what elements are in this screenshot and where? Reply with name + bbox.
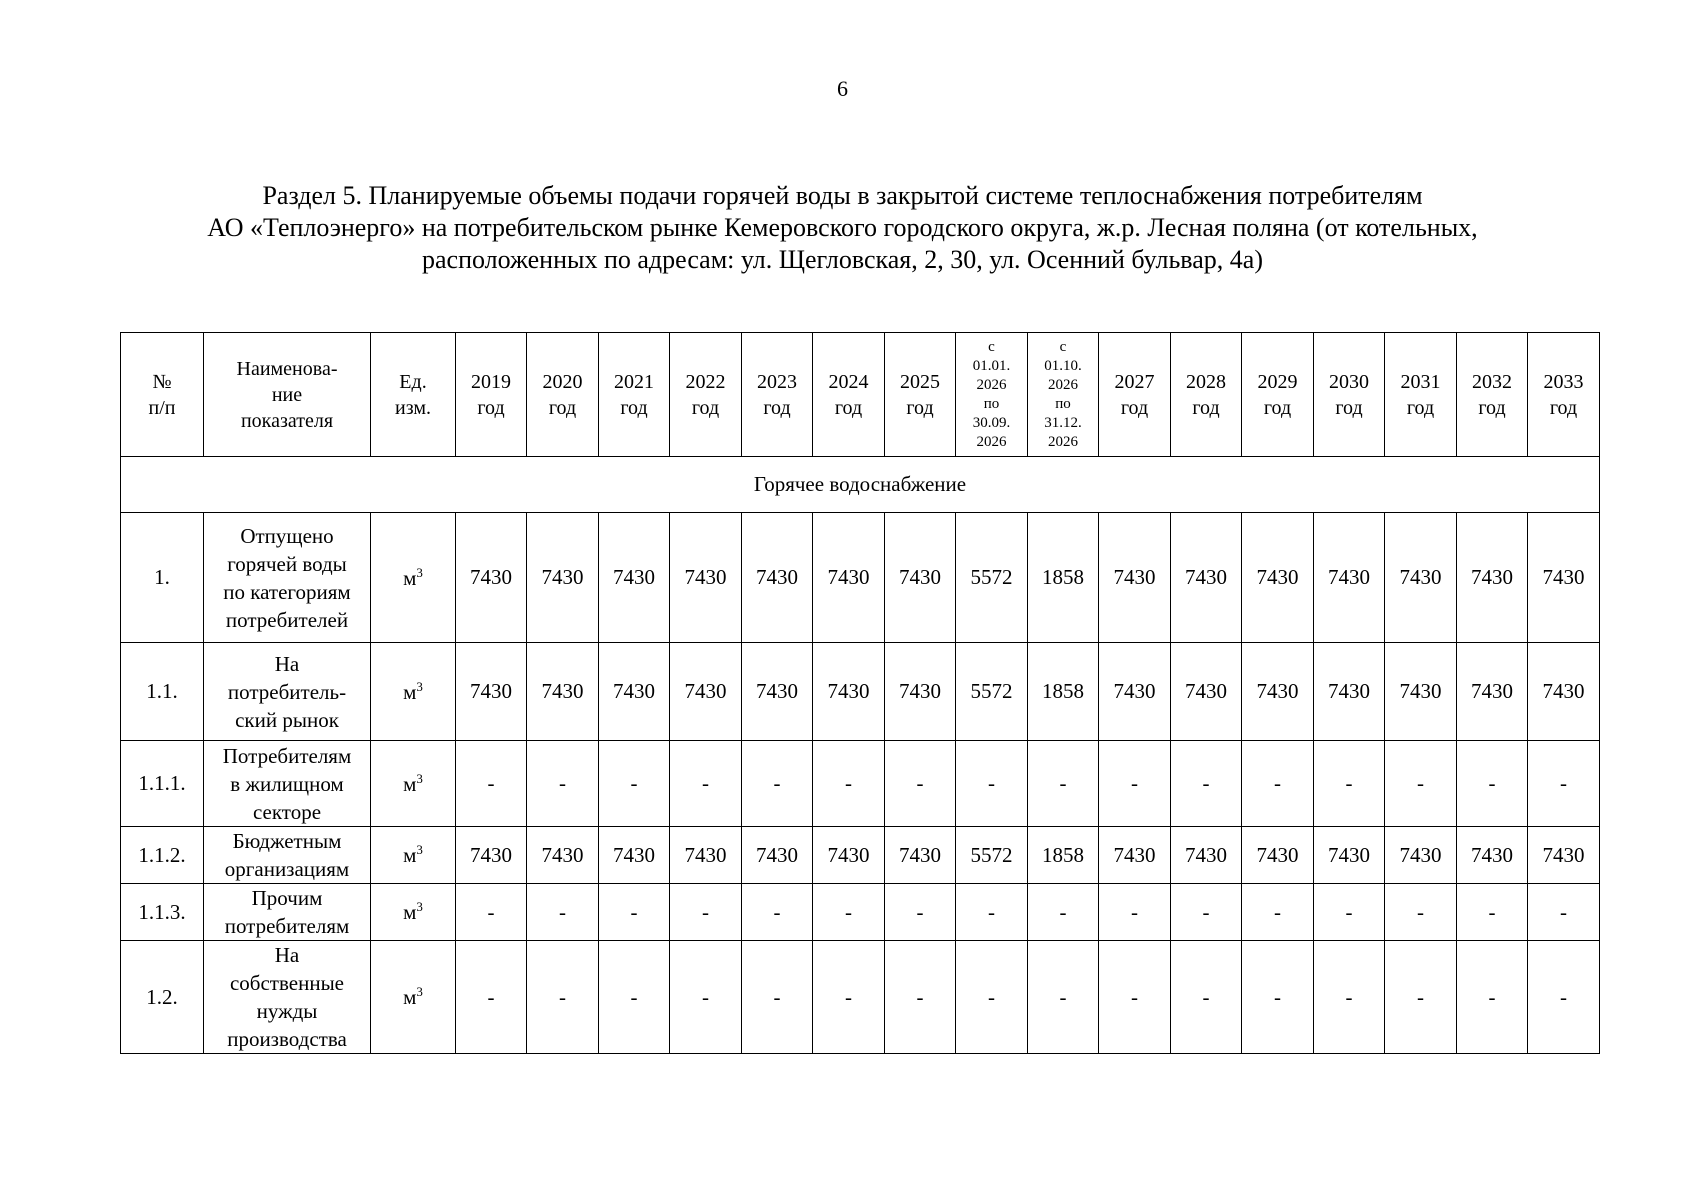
value-cell: - — [742, 941, 813, 1054]
value-cell: - — [885, 884, 956, 941]
value-cell: 5572 — [956, 827, 1028, 884]
title-line-3: расположенных по адресам: ул. Щегловская, 2, 30, ул. Осенний бульвар, 4а) — [422, 245, 1263, 274]
table-row — [121, 741, 1600, 827]
value-cell: - — [956, 741, 1028, 827]
value-cell: 7430 — [1242, 513, 1314, 643]
table-row — [121, 827, 1600, 884]
value-cell: - — [670, 884, 742, 941]
value-cell: 7430 — [527, 643, 599, 741]
value-cell: 7430 — [456, 643, 527, 741]
value-cell: - — [1242, 884, 1314, 941]
value-cell: 7430 — [742, 513, 813, 643]
header-num: № п/п — [121, 333, 204, 457]
value-cell: 7430 — [1099, 827, 1171, 884]
value-cell: - — [1314, 884, 1385, 941]
row-unit: $м^3$ — [371, 884, 456, 941]
value-cell: - — [1314, 741, 1385, 827]
value-cell: - — [1385, 741, 1457, 827]
header-year-0: 2019 год — [456, 333, 527, 457]
value-cell: - — [1099, 884, 1171, 941]
header-year-6: 2025 год — [885, 333, 956, 457]
value-cell: 7430 — [885, 513, 956, 643]
value-cell: - — [813, 741, 885, 827]
value-cell: - — [1385, 884, 1457, 941]
value-cell: - — [1171, 741, 1242, 827]
value-cell: 7430 — [1171, 643, 1242, 741]
header-name: Наименова- ние показателя — [204, 333, 371, 457]
header-year-8: с 01.10. 2026 по 31.12. 2026 — [1028, 333, 1099, 457]
table-row — [121, 513, 1600, 643]
value-cell: 7430 — [1385, 513, 1457, 643]
header-year-14: 2032 год — [1457, 333, 1528, 457]
row-unit: $м^3$ — [371, 513, 456, 643]
value-cell: - — [599, 941, 670, 1054]
value-cell: 7430 — [670, 513, 742, 643]
header-year-10: 2028 год — [1171, 333, 1242, 457]
header-year-2: 2021 год — [599, 333, 670, 457]
value-cell: 5572 — [956, 513, 1028, 643]
value-cell: - — [1242, 741, 1314, 827]
value-cell: - — [456, 884, 527, 941]
value-cell: 7430 — [1314, 827, 1385, 884]
value-cell: - — [1314, 941, 1385, 1054]
value-cell: - — [956, 884, 1028, 941]
value-cell: 7430 — [813, 643, 885, 741]
value-cell: 5572 — [956, 643, 1028, 741]
value-cell: - — [1099, 941, 1171, 1054]
title-line-1: Раздел 5. Планируемые объемы подачи горячей воды в закрытой системе теплоснабжения потребителям — [262, 181, 1423, 210]
value-cell: 7430 — [1099, 513, 1171, 643]
row-number: 1. — [121, 513, 204, 643]
value-cell: - — [456, 941, 527, 1054]
value-cell: 7430 — [1385, 643, 1457, 741]
value-cell: 7430 — [1528, 827, 1600, 884]
header-year-3: 2022 год — [670, 333, 742, 457]
value-cell: - — [527, 741, 599, 827]
row-number: 1.1.1. — [121, 741, 204, 827]
header-year-5: 2024 год — [813, 333, 885, 457]
value-cell: 7430 — [813, 827, 885, 884]
row-indicator-name: На потребитель- ский рынок — [204, 643, 371, 741]
value-cell: - — [527, 884, 599, 941]
value-cell: 7430 — [456, 513, 527, 643]
header-year-9: 2027 год — [1099, 333, 1171, 457]
page-number: 6 — [837, 76, 848, 101]
header-year-7: с 01.01. 2026 по 30.09. 2026 — [956, 333, 1028, 457]
value-cell: 7430 — [670, 643, 742, 741]
value-cell: - — [670, 941, 742, 1054]
value-cell: - — [1028, 741, 1099, 827]
value-cell: - — [456, 741, 527, 827]
value-cell: 1858 — [1028, 513, 1099, 643]
value-cell: - — [670, 741, 742, 827]
value-cell: 7430 — [1314, 643, 1385, 741]
value-cell: 7430 — [742, 643, 813, 741]
row-indicator-name: Потребителям в жилищном секторе — [204, 741, 371, 827]
row-indicator-name: Отпущено горячей воды по категориям потребителей — [204, 513, 371, 643]
value-cell: 7430 — [1099, 643, 1171, 741]
table-row — [121, 884, 1600, 941]
value-cell: 7430 — [1171, 513, 1242, 643]
value-cell: 7430 — [1242, 643, 1314, 741]
section-title — [120, 180, 1565, 276]
value-cell: 7430 — [1528, 513, 1600, 643]
value-cell: 7430 — [885, 827, 956, 884]
value-cell: 7430 — [1385, 827, 1457, 884]
value-cell: 7430 — [1457, 827, 1528, 884]
value-cell: - — [1028, 941, 1099, 1054]
value-cell: - — [527, 941, 599, 1054]
row-number: 1.1. — [121, 643, 204, 741]
header-year-1: 2020 год — [527, 333, 599, 457]
header-year-4: 2023 год — [742, 333, 813, 457]
value-cell: 7430 — [1457, 513, 1528, 643]
value-cell: - — [813, 884, 885, 941]
row-number: 1.2. — [121, 941, 204, 1054]
section-heading: Горячее водоснабжение — [121, 457, 1600, 513]
header-year-15: 2033 год — [1528, 333, 1600, 457]
section-row — [121, 457, 1600, 513]
value-cell: 7430 — [1242, 827, 1314, 884]
value-cell: 1858 — [1028, 827, 1099, 884]
header-year-12: 2030 год — [1314, 333, 1385, 457]
row-indicator-name: Бюджетным организациям — [204, 827, 371, 884]
header-year-13: 2031 год — [1385, 333, 1457, 457]
value-cell: - — [599, 884, 670, 941]
row-unit: $м^3$ — [371, 643, 456, 741]
table-row — [121, 941, 1600, 1054]
title-line-2: АО «Теплоэнерго» на потребительском рынке Кемеровского городского округа, ж.р. Лесная поляна (от котельных, — [207, 213, 1478, 242]
row-unit: $м^3$ — [371, 827, 456, 884]
table-row — [121, 643, 1600, 741]
value-cell: 7430 — [742, 827, 813, 884]
value-cell: 7430 — [1528, 643, 1600, 741]
value-cell: 7430 — [1171, 827, 1242, 884]
value-cell: 1858 — [1028, 643, 1099, 741]
value-cell: - — [1171, 884, 1242, 941]
value-cell: - — [1385, 941, 1457, 1054]
value-cell: - — [956, 941, 1028, 1054]
value-cell: - — [1171, 941, 1242, 1054]
value-cell: - — [813, 941, 885, 1054]
value-cell: - — [1528, 941, 1600, 1054]
value-cell: 7430 — [599, 513, 670, 643]
hot-water-volumes-table — [120, 332, 1600, 1054]
value-cell: 7430 — [1457, 643, 1528, 741]
value-cell: 7430 — [527, 827, 599, 884]
value-cell: - — [1457, 884, 1528, 941]
value-cell: 7430 — [456, 827, 527, 884]
value-cell: - — [1457, 741, 1528, 827]
value-cell: 7430 — [1314, 513, 1385, 643]
header-year-11: 2029 год — [1242, 333, 1314, 457]
value-cell: 7430 — [813, 513, 885, 643]
value-cell: 7430 — [599, 643, 670, 741]
value-cell: - — [742, 741, 813, 827]
value-cell: - — [1242, 941, 1314, 1054]
value-cell: - — [1457, 941, 1528, 1054]
value-cell: - — [1528, 741, 1600, 827]
value-cell: - — [885, 941, 956, 1054]
value-cell: - — [885, 741, 956, 827]
row-number: 1.1.2. — [121, 827, 204, 884]
row-indicator-name: На собственные нужды производства — [204, 941, 371, 1054]
header-row — [121, 333, 1600, 457]
row-indicator-name: Прочим потребителям — [204, 884, 371, 941]
value-cell: - — [742, 884, 813, 941]
row-unit: $м^3$ — [371, 741, 456, 827]
header-unit: Ед. изм. — [371, 333, 456, 457]
value-cell: 7430 — [599, 827, 670, 884]
row-number: 1.1.3. — [121, 884, 204, 941]
value-cell: - — [1528, 884, 1600, 941]
value-cell: 7430 — [527, 513, 599, 643]
value-cell: 7430 — [670, 827, 742, 884]
value-cell: - — [1028, 884, 1099, 941]
row-unit: $м^3$ — [371, 941, 456, 1054]
value-cell: - — [599, 741, 670, 827]
value-cell: - — [1099, 741, 1171, 827]
value-cell: 7430 — [885, 643, 956, 741]
